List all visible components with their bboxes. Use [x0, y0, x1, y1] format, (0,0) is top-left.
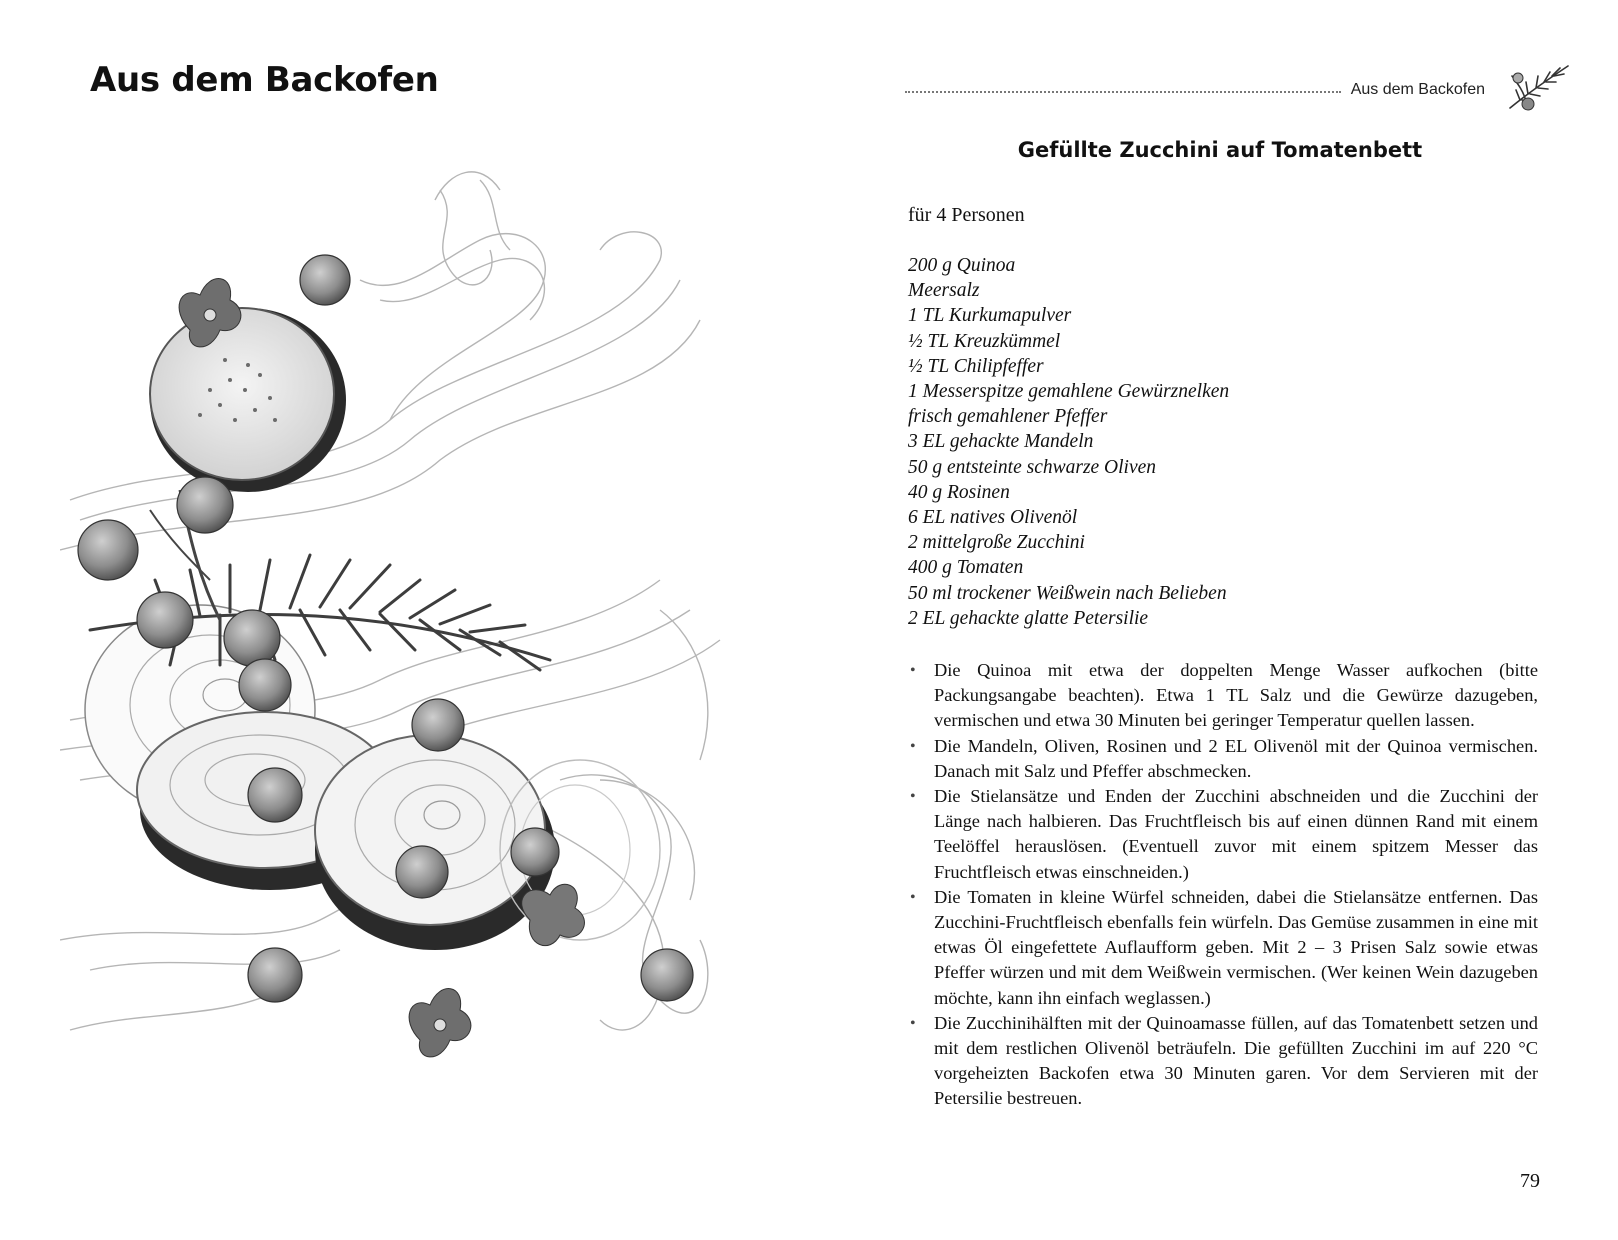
bullet-icon: • [910, 662, 916, 679]
running-head [905, 78, 1485, 102]
bullet-icon: • [910, 788, 916, 806]
recipe-title: Gefüllte Zucchini auf Tomatenbett [1017, 138, 1423, 162]
ingredient-item: ½ TL Chilipfeffer [908, 355, 1044, 377]
instruction-list [908, 658, 1538, 1112]
instruction-text: Die Mandeln, Oliven, Rosinen und 2 EL Olivenöl mit der Quinoa vermischen. Danach mit Salz und Pfeffer abschmecken. [934, 735, 1538, 781]
ingredient-item: 50 g entsteinte schwarze Oliven [908, 456, 1157, 478]
zucchini-slice-top [150, 308, 346, 492]
instruction-step [908, 885, 1538, 1011]
ingredient-item: 400 g Tomaten [908, 557, 1024, 579]
page-number: 79 [1520, 1170, 1540, 1192]
ingredient-item: 2 mittelgroße Zucchini [908, 532, 1085, 554]
instruction-text: Die Stielansätze und Enden der Zucchini abschneiden und die Zucchini der Länge nach halbieren. Das Fruchtfleisch bis auf einen dünnen Rand mit einem Teelöffel herauslösen. (Eventuell zuvor mit einem spitzem Messer das Fruchtfleisch etwas einschneiden.) [934, 786, 1538, 882]
ingredient-item: 6 EL natives Olivenöl [908, 507, 1078, 529]
ingredient-item: 3 EL gehackte Mandeln [908, 431, 1094, 453]
leaf-cluster [522, 884, 585, 945]
instruction-step [908, 658, 1538, 734]
ingredient-list [908, 253, 1229, 631]
ingredient-item: 1 Messerspitze gemahlene Gewürznelken [908, 381, 1230, 403]
running-head-text: Aus dem Backofen [1350, 81, 1485, 98]
bullet-icon: • [910, 888, 916, 906]
flower-bottom [409, 989, 471, 1057]
instruction-step [908, 1011, 1538, 1112]
zucchini-rosemary-illustration [60, 160, 760, 1160]
ingredient-item: frisch gemahlener Pfeffer [908, 406, 1108, 428]
ingredient-item: 200 g Quinoa [908, 255, 1016, 276]
ingredient-item: 40 g Rosinen [908, 481, 1010, 503]
rosemary-sprig-icon [1502, 56, 1572, 120]
ingredient-item: Meersalz [908, 280, 980, 302]
instruction-text: Die Zucchinihälften mit der Quinoamasse füllen, auf das Tomatenbett setzen und mit dem restlichen Olivenöl beträufeln. Die gefüllten Zucchini im auf 220 °C vorgeheizten Backofen etwa 30 Minuten garen. Vor dem Servieren mit der Petersilie bestreuen. [934, 1012, 1538, 1109]
ingredient-item: 50 ml trockener Weißwein nach Belieben [908, 582, 1227, 604]
chapter-title: Aus dem Backofen [90, 60, 439, 100]
ingredient-item: 1 TL Kurkumapulver [908, 305, 1072, 327]
instruction-step [908, 784, 1538, 885]
dot-leader [905, 91, 1341, 93]
servings: für 4 Personen [908, 204, 1025, 226]
instruction-step [908, 734, 1538, 784]
ingredient-item: 2 EL gehackte glatte Petersilie [908, 607, 1149, 629]
bullet-icon: • [910, 1014, 916, 1032]
instruction-text: Die Quinoa mit etwa der doppelten Menge Wasser aufkochen (bitte Packungsangabe beachten). Etwa 1 TL Salz und die Gewürze dazugeben, vermischen und etwa 30 Minuten bei geringer Temperatur quellen lassen. [934, 660, 1538, 731]
instruction-text: Die Tomaten in kleine Würfel schneiden, dabei die Stielansätze entfernen. Das Zucchini-Fruchtfleisch ebenfalls fein würfeln. Das Gemüse zusammen in eine mit etwas Öl eingefettete Auflaufform geben. Mit 2 – 3 Prisen Salz sowie etwas Pfeffer würzen und mit dem Weißwein vermischen. (Wer keinen Wein dazugeben möchte, kann ihn einfach weglassen.) [934, 886, 1538, 1008]
ingredient-item: ½ TL Kreuzkümmel [908, 330, 1061, 352]
bullet-icon: • [910, 737, 916, 755]
